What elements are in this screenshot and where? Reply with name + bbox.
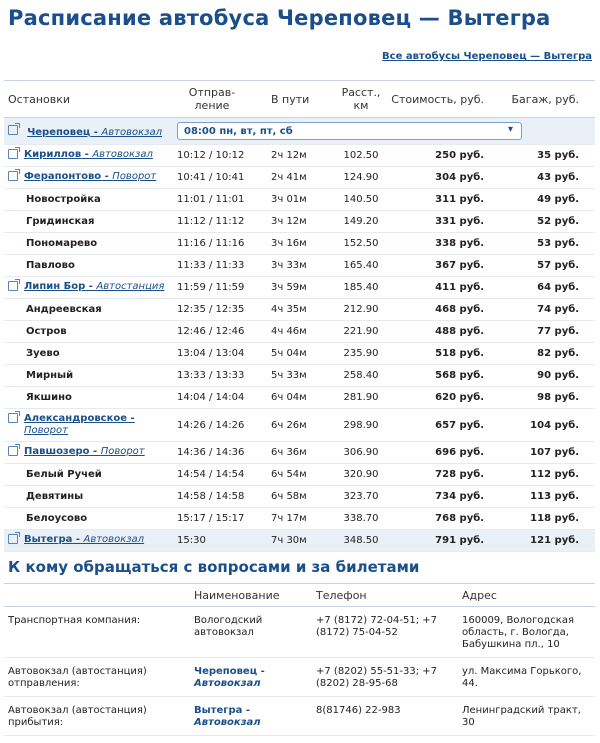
- external-link-icon[interactable]: [8, 149, 18, 159]
- stop-name: Андреевская: [26, 304, 102, 315]
- contacts-header-row: [4, 584, 595, 607]
- departure-cell: 11:59 / 11:59: [177, 277, 267, 299]
- stop-name: Ферапонтово: [24, 171, 102, 182]
- baggage-cell: [484, 145, 595, 167]
- cost-currency: руб.: [459, 150, 484, 161]
- baggage-cell: [484, 387, 595, 409]
- contacts-row: [4, 607, 595, 658]
- stop-sub: Автовокзал: [83, 534, 145, 545]
- cost-currency: руб.: [459, 304, 484, 315]
- baggage-currency: руб.: [554, 513, 579, 524]
- baggage-value: 112: [530, 469, 552, 480]
- table-row: [4, 211, 595, 233]
- table-row: [4, 409, 595, 442]
- distance-cell: 140.50: [335, 189, 387, 211]
- cost-cell: [387, 365, 484, 387]
- stop-sub: Поворот: [112, 171, 157, 182]
- travel-cell: 4ч 46м: [267, 321, 335, 343]
- baggage-value: 53: [537, 238, 552, 249]
- baggage-value: 77: [537, 326, 552, 337]
- stop-name: Кириллов: [24, 149, 82, 160]
- distance-cell: 338.70: [335, 508, 387, 530]
- contact-phone: +7 (8172) 72-04-51; +7 (8172) 75-04-52: [316, 607, 462, 658]
- baggage-cell: [484, 211, 595, 233]
- table-row: [4, 508, 595, 530]
- cost-currency: руб.: [459, 238, 484, 249]
- stop-link[interactable]: Павшозеро - Поворот: [24, 446, 145, 457]
- stop-sub: Поворот: [24, 425, 68, 436]
- stop-link-first[interactable]: Череповец - Автовокзал: [27, 126, 162, 138]
- stop-cell: [4, 167, 177, 189]
- stop-name: Белый Ручей: [26, 469, 102, 480]
- baggage-value: 52: [537, 216, 552, 227]
- baggage-currency: руб.: [554, 419, 579, 431]
- cost-value: 734: [435, 491, 457, 502]
- table-row: [4, 343, 595, 365]
- departure-cell: 11:16 / 11:16: [177, 233, 267, 255]
- table-row: [4, 486, 595, 508]
- contact-name-cell: [194, 607, 316, 658]
- contact-address: Ленинградский тракт, 30: [462, 697, 595, 736]
- baggage-currency: руб.: [554, 535, 579, 546]
- contacts-row: [4, 658, 595, 697]
- contact-address: ул. Максима Горького, 44.: [462, 658, 595, 697]
- baggage-value: 57: [537, 260, 552, 271]
- schedule-table: [4, 80, 595, 552]
- table-row: [4, 167, 595, 189]
- cost-currency: руб.: [459, 348, 484, 359]
- baggage-cell: [484, 299, 595, 321]
- col-baggage: [484, 81, 595, 118]
- stop-cell: [4, 343, 177, 365]
- departure-cell: 12:46 / 12:46: [177, 321, 267, 343]
- stop-cell: [4, 409, 177, 442]
- contact-station-name: Вытегра: [194, 705, 243, 716]
- baggage-currency: руб.: [554, 348, 579, 359]
- table-row: [4, 530, 595, 552]
- stop-sub: Автовокзал: [92, 149, 153, 160]
- baggage-value: 64: [537, 282, 552, 293]
- baggage-currency: руб.: [554, 282, 579, 293]
- cost-currency: руб.: [459, 392, 484, 403]
- departure-cell: 14:54 / 14:54: [177, 464, 267, 486]
- baggage-currency: руб.: [554, 491, 579, 502]
- col-stops-label: Остановки: [8, 92, 71, 106]
- baggage-cell: [484, 442, 595, 464]
- cost-value: 250: [435, 150, 457, 161]
- contact-phone: +7 (8202) 55-51-33; +7 (8202) 28-95-68: [316, 658, 462, 697]
- distance-cell: 124.90: [335, 167, 387, 189]
- contact-station-sub: Автовокзал: [194, 678, 261, 689]
- departure-cell: 14:36 / 14:36: [177, 442, 267, 464]
- baggage-value: 113: [530, 491, 552, 502]
- distance-cell: 320.90: [335, 464, 387, 486]
- stop-cell: [4, 464, 177, 486]
- travel-cell: 3ч 59м: [267, 277, 335, 299]
- stop-cell: [4, 508, 177, 530]
- stop-link[interactable]: Ферапонтово - Поворот: [24, 171, 157, 182]
- table-row: [4, 387, 595, 409]
- stop-name: Павшозеро: [24, 446, 90, 457]
- baggage-value: 82: [537, 348, 552, 359]
- stop-link[interactable]: Липин Бор - Автостанция: [24, 281, 165, 292]
- stop-cell: [4, 365, 177, 387]
- baggage-value: 121: [530, 535, 552, 546]
- travel-cell: 6ч 26м: [267, 409, 335, 442]
- stop-cell: [4, 442, 177, 464]
- travel-cell: 6ч 58м: [267, 486, 335, 508]
- col-baggage-label: Багаж, руб.: [511, 92, 579, 106]
- distance-cell: 221.90: [335, 321, 387, 343]
- departure-cell: 15:17 / 15:17: [177, 508, 267, 530]
- contacts-col-phone: Телефон: [316, 584, 462, 607]
- travel-cell: 7ч 17м: [267, 508, 335, 530]
- cost-cell: [387, 508, 484, 530]
- stop-cell: [4, 321, 177, 343]
- table-row: [4, 464, 595, 486]
- travel-cell: 3ч 12м: [267, 211, 335, 233]
- cost-value: 728: [435, 469, 457, 480]
- contact-label: Автовокзал (автостанция) отправления:: [4, 658, 194, 697]
- cost-value: 620: [435, 392, 457, 403]
- baggage-cell: [484, 321, 595, 343]
- cost-value: 791: [435, 535, 457, 546]
- cost-value: 304: [435, 172, 457, 183]
- cost-cell: [387, 211, 484, 233]
- table-row: [4, 189, 595, 211]
- cost-currency: руб.: [459, 370, 484, 381]
- contact-label: Транспортная компания:: [4, 607, 194, 658]
- stop-cell: [4, 387, 177, 409]
- baggage-cell: [484, 343, 595, 365]
- distance-cell: 165.40: [335, 255, 387, 277]
- stop-name: Липин Бор: [24, 281, 86, 292]
- stop-sub: Поворот: [100, 446, 145, 457]
- contact-station-link[interactable]: Череповец - Автовокзал: [194, 666, 265, 689]
- cost-currency: руб.: [459, 491, 484, 502]
- stop-cell: [4, 530, 177, 552]
- baggage-value: 43: [537, 172, 552, 183]
- travel-cell: 4ч 35м: [267, 299, 335, 321]
- stop-name: Якшино: [26, 392, 72, 403]
- baggage-currency: руб.: [554, 172, 579, 183]
- travel-cell: 7ч 30м: [267, 530, 335, 552]
- cost-value: 568: [435, 370, 457, 381]
- stop-name: Мирный: [26, 370, 74, 381]
- schedule-header-row: [4, 81, 595, 118]
- contact-name-cell: [194, 697, 316, 736]
- stop-sub: Автовокзал: [101, 126, 162, 138]
- col-cost-label: Стоимость, руб.: [391, 92, 484, 106]
- travel-cell: 5ч 04м: [267, 343, 335, 365]
- contact-company-name: Вологодский автовокзал: [194, 615, 263, 638]
- cost-value: 331: [435, 216, 457, 227]
- cost-cell: [387, 167, 484, 189]
- baggage-currency: руб.: [554, 194, 579, 205]
- cost-currency: руб.: [459, 282, 484, 293]
- cost-value: 367: [435, 260, 457, 271]
- first-stop-cell: [4, 118, 177, 145]
- baggage-currency: руб.: [554, 150, 579, 161]
- stop-name: Белоусово: [26, 513, 88, 524]
- cost-cell: [387, 321, 484, 343]
- external-link-icon[interactable]: [8, 125, 18, 135]
- cost-cell: [387, 277, 484, 299]
- stop-name: Гридинская: [26, 216, 95, 227]
- distance-cell: 306.90: [335, 442, 387, 464]
- cost-value: 518: [435, 348, 457, 359]
- stop-name: Новостройка: [26, 194, 101, 205]
- cost-value: 488: [435, 326, 457, 337]
- baggage-value: 90: [537, 370, 552, 381]
- travel-cell: 3ч 16м: [267, 233, 335, 255]
- stop-cell: [4, 233, 177, 255]
- stop-cell: [4, 299, 177, 321]
- stop-link[interactable]: Александровское - Поворот: [24, 413, 135, 436]
- cost-currency: руб.: [459, 260, 484, 271]
- stop-name: Павлово: [26, 260, 75, 271]
- baggage-currency: руб.: [554, 392, 579, 403]
- contact-station-link[interactable]: Вытегра - Автовокзал: [194, 705, 261, 728]
- contact-name-cell: [194, 658, 316, 697]
- cost-cell: [387, 409, 484, 442]
- distance-cell: 235.90: [335, 343, 387, 365]
- stop-name: Пономарево: [26, 238, 98, 249]
- cost-value: 657: [435, 419, 457, 431]
- table-row: [4, 233, 595, 255]
- baggage-cell: [484, 255, 595, 277]
- stop-cell: [4, 145, 177, 167]
- baggage-value: 118: [530, 513, 552, 524]
- table-row: [4, 365, 595, 387]
- baggage-value: 107: [530, 447, 552, 458]
- baggage-currency: руб.: [554, 260, 579, 271]
- col-departure: [177, 81, 267, 118]
- cost-currency: руб.: [459, 469, 484, 480]
- departure-cell: 10:41 / 10:41: [177, 167, 267, 189]
- external-link-icon[interactable]: [8, 171, 18, 181]
- contact-station-name: Череповец: [194, 666, 258, 677]
- baggage-currency: руб.: [554, 216, 579, 227]
- cost-currency: руб.: [459, 326, 484, 337]
- cost-currency: руб.: [459, 535, 484, 546]
- distance-cell: 323.70: [335, 486, 387, 508]
- schedule-select-cell: [177, 118, 595, 145]
- cost-cell: [387, 255, 484, 277]
- baggage-currency: руб.: [554, 238, 579, 249]
- cost-cell: [387, 233, 484, 255]
- baggage-currency: руб.: [554, 370, 579, 381]
- external-link-icon[interactable]: [8, 413, 18, 423]
- contacts-col-name: Наименование: [194, 584, 316, 607]
- cost-currency: руб.: [459, 447, 484, 458]
- external-link-icon[interactable]: [8, 281, 18, 291]
- cost-value: 696: [435, 447, 457, 458]
- stop-link[interactable]: Кириллов - Автовокзал: [24, 149, 153, 160]
- baggage-cell: [484, 189, 595, 211]
- travel-cell: 3ч 33м: [267, 255, 335, 277]
- stop-name: Вытегра: [24, 534, 73, 545]
- cost-cell: [387, 387, 484, 409]
- contacts-col-empty: [4, 584, 194, 607]
- baggage-currency: руб.: [554, 326, 579, 337]
- col-stops: [4, 81, 177, 118]
- table-row: [4, 255, 595, 277]
- contact-label: Автовокзал (автостанция) прибытия:: [4, 697, 194, 736]
- departure-cell: 15:30: [177, 530, 267, 552]
- cost-cell: [387, 486, 484, 508]
- col-distance-label-1: Расст.,: [341, 86, 381, 99]
- baggage-cell: [484, 167, 595, 189]
- cost-value: 468: [435, 304, 457, 315]
- cost-cell: [387, 145, 484, 167]
- departure-cell: 11:01 / 11:01: [177, 189, 267, 211]
- baggage-value: 98: [537, 392, 552, 403]
- departure-cell: 14:58 / 14:58: [177, 486, 267, 508]
- external-link-icon[interactable]: [8, 446, 18, 456]
- table-row: [4, 299, 595, 321]
- baggage-value: 49: [537, 194, 552, 205]
- cost-cell: [387, 343, 484, 365]
- departure-cell: 12:35 / 12:35: [177, 299, 267, 321]
- cost-value: 338: [435, 238, 457, 249]
- cost-value: 311: [435, 194, 457, 205]
- departure-cell: 13:33 / 13:33: [177, 365, 267, 387]
- cost-value: 411: [435, 282, 457, 293]
- stop-cell: [4, 189, 177, 211]
- departure-schedule-value: 08:00 пн, вт, пт, сб: [184, 126, 293, 137]
- baggage-value: 74: [537, 304, 552, 315]
- departure-cell: 14:26 / 14:26: [177, 409, 267, 442]
- stop-name: Остров: [26, 326, 67, 337]
- travel-cell: 6ч 54м: [267, 464, 335, 486]
- stop-cell: [4, 211, 177, 233]
- distance-cell: 298.90: [335, 409, 387, 442]
- cost-cell: [387, 299, 484, 321]
- distance-cell: 149.20: [335, 211, 387, 233]
- baggage-cell: [484, 464, 595, 486]
- all-buses-link[interactable]: Все автобусы Череповец — Вытегра: [382, 51, 592, 62]
- travel-cell: 6ч 36м: [267, 442, 335, 464]
- col-travel: [267, 81, 335, 118]
- table-row: [4, 145, 595, 167]
- baggage-cell: [484, 277, 595, 299]
- col-departure-label-1: Отправ-: [188, 86, 236, 99]
- first-stop-row: [4, 118, 595, 145]
- departure-schedule-select[interactable]: [177, 122, 522, 140]
- contact-address: 160009, Вологодская область, г. Вологда, Бабушкина пл., 10: [462, 607, 595, 658]
- travel-cell: 2ч 12м: [267, 145, 335, 167]
- cost-value: 768: [435, 513, 457, 524]
- table-row: [4, 442, 595, 464]
- departure-cell: 13:04 / 13:04: [177, 343, 267, 365]
- cost-cell: [387, 530, 484, 552]
- external-link-icon[interactable]: [8, 534, 18, 544]
- contact-phone: 8(81746) 22-983: [316, 697, 462, 736]
- distance-cell: 152.50: [335, 233, 387, 255]
- distance-cell: 281.90: [335, 387, 387, 409]
- stop-name: Зуево: [26, 348, 60, 359]
- col-departure-label-2: ление: [194, 99, 230, 112]
- cost-currency: руб.: [459, 419, 484, 431]
- table-row: [4, 321, 595, 343]
- cost-currency: руб.: [459, 216, 484, 227]
- baggage-cell: [484, 508, 595, 530]
- stop-sub: Автостанция: [96, 281, 165, 292]
- travel-cell: 2ч 41м: [267, 167, 335, 189]
- cost-currency: руб.: [459, 172, 484, 183]
- stop-cell: [4, 277, 177, 299]
- departure-cell: 11:12 / 11:12: [177, 211, 267, 233]
- stop-name: Девятины: [26, 491, 84, 502]
- contacts-row: [4, 697, 595, 736]
- baggage-cell: [484, 486, 595, 508]
- table-row: [4, 277, 595, 299]
- baggage-currency: руб.: [554, 469, 579, 480]
- distance-cell: 185.40: [335, 277, 387, 299]
- col-distance-label-2: км: [353, 99, 369, 112]
- travel-cell: 6ч 04м: [267, 387, 335, 409]
- distance-cell: 212.90: [335, 299, 387, 321]
- stop-name: Александровское: [24, 413, 128, 424]
- cost-cell: [387, 189, 484, 211]
- stop-link[interactable]: Вытегра - Автовокзал: [24, 534, 145, 545]
- travel-cell: 3ч 01м: [267, 189, 335, 211]
- cost-cell: [387, 464, 484, 486]
- cost-currency: руб.: [459, 513, 484, 524]
- col-travel-label: В пути: [271, 92, 310, 106]
- col-distance: [335, 81, 387, 118]
- baggage-cell: [484, 365, 595, 387]
- distance-cell: 102.50: [335, 145, 387, 167]
- travel-cell: 5ч 33м: [267, 365, 335, 387]
- departure-cell: 10:12 / 10:12: [177, 145, 267, 167]
- baggage-value: 35: [537, 150, 552, 161]
- departure-cell: 11:33 / 11:33: [177, 255, 267, 277]
- contact-station-sub: Автовокзал: [194, 717, 261, 728]
- contacts-col-address: Адрес: [462, 584, 595, 607]
- baggage-cell: [484, 233, 595, 255]
- distance-cell: 258.40: [335, 365, 387, 387]
- contacts-table: [4, 583, 595, 736]
- baggage-value: 104: [530, 419, 552, 431]
- baggage-cell: [484, 409, 595, 442]
- stop-cell: [4, 255, 177, 277]
- page-title: Расписание автобуса Череповец — Вытегра: [8, 6, 551, 30]
- distance-cell: 348.50: [335, 530, 387, 552]
- baggage-currency: руб.: [554, 447, 579, 458]
- contacts-title: К кому обращаться с вопросами и за билетами: [8, 558, 420, 576]
- col-cost: [387, 81, 484, 118]
- stop-cell: [4, 486, 177, 508]
- departure-cell: 14:04 / 14:04: [177, 387, 267, 409]
- cost-cell: [387, 442, 484, 464]
- baggage-currency: руб.: [554, 304, 579, 315]
- cost-currency: руб.: [459, 194, 484, 205]
- baggage-cell: [484, 530, 595, 552]
- stop-name: Череповец: [27, 126, 91, 138]
